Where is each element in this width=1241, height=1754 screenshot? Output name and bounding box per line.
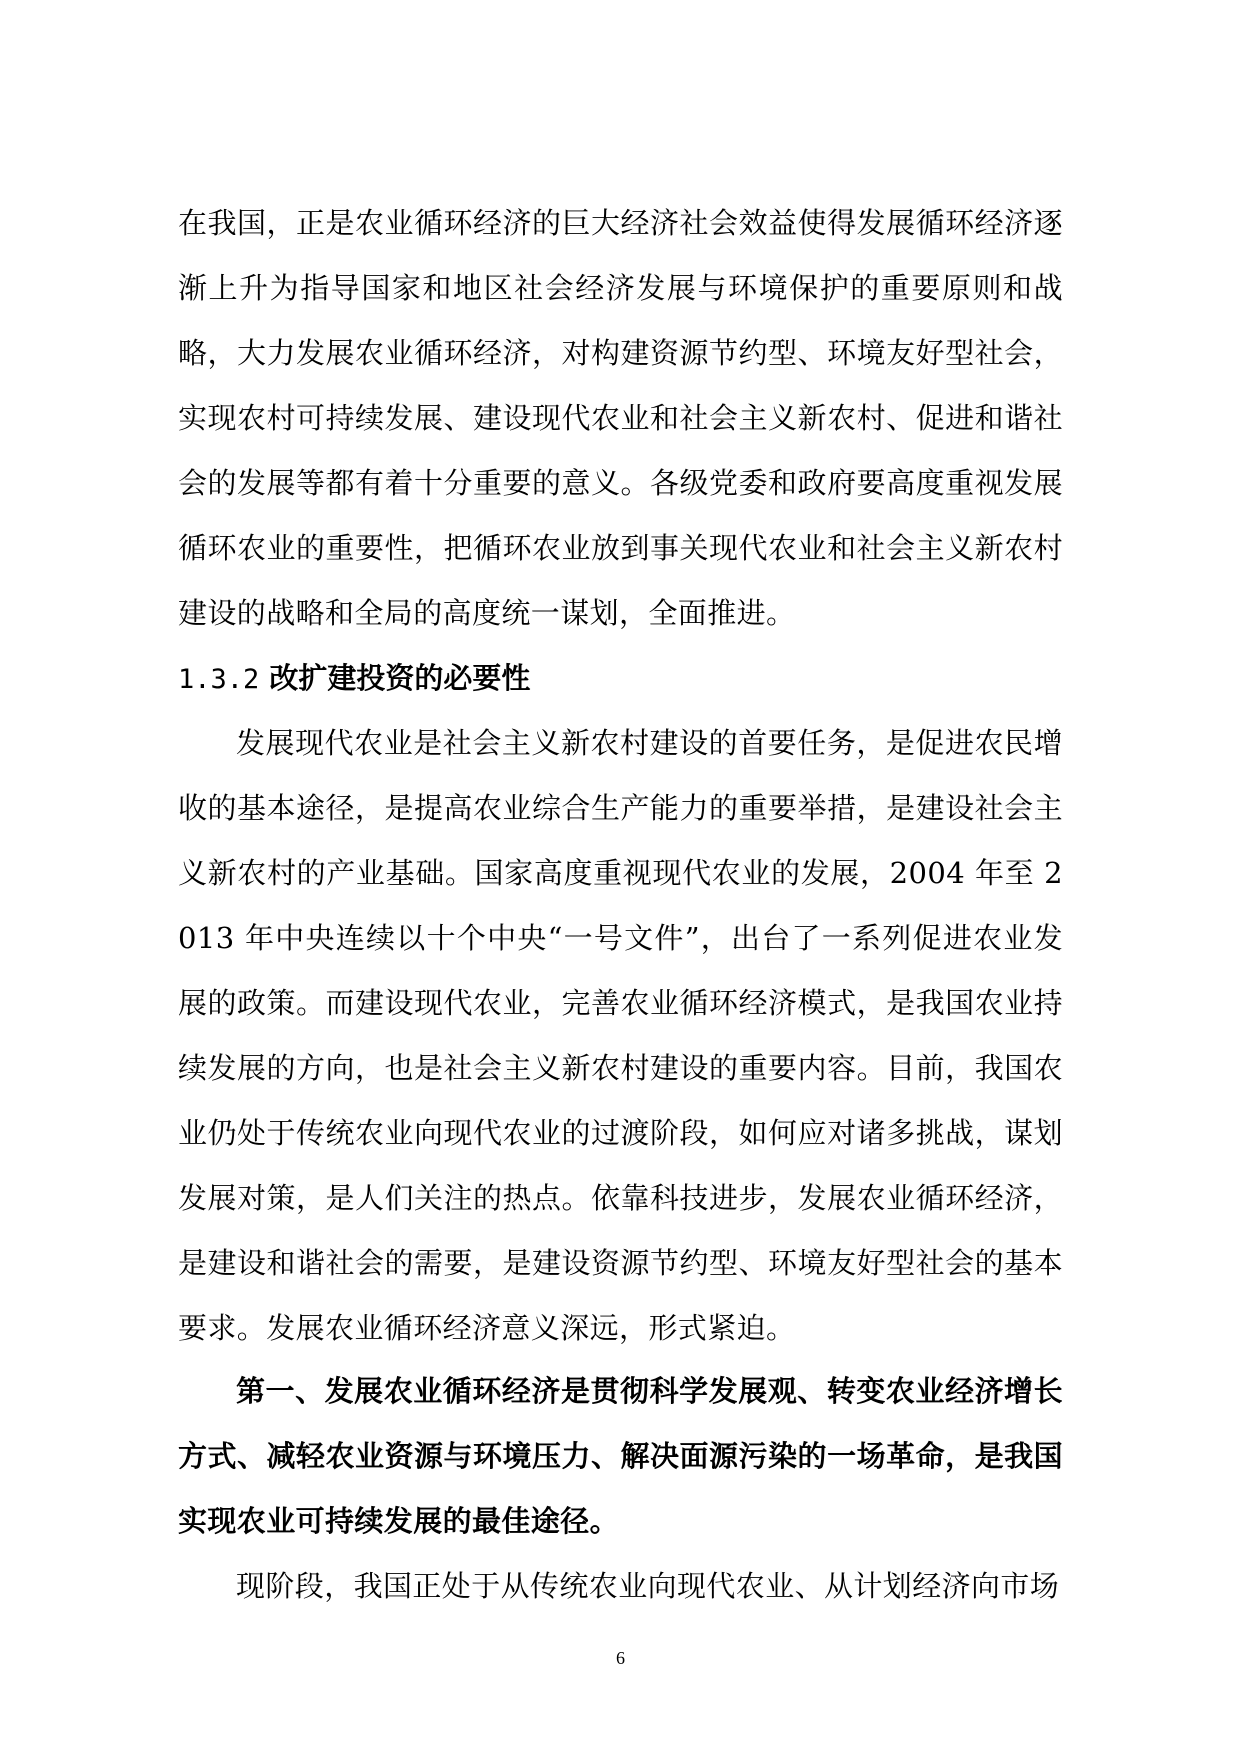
page-number: 6	[616, 1648, 625, 1668]
section-number: 1.3.2	[178, 664, 260, 695]
bold-paragraph-3: 第一、发展农业循环经济是贯彻科学发展观、转变农业经济增长方式、减轻农业资源与环境压力、解决面源污染的一场革命，是我国实现农业可持续发展的最佳途径。	[178, 1374, 1063, 1538]
body-paragraph-2: 发展现代农业是社会主义新农村建设的首要任务，是促进农民增收的基本途径，是提高农业综合生产能力的重要举措，是建设社会主义新农村的产业基础。国家高度重视现代农业的发展，2004 年至 2013 年中央连续以十个中央“一号文件”，出台了一系列促进农业发展的政策。而建设现代农业，完善农业循环经济模式，是我国农业持续发展的方向，也是社会主义新农村建设的重要内容。目前，我国农业仍处于传统农业向现代农业的过渡阶段，如何应对诸多挑战，谋划发展对策，是人们关注的热点。依靠科技进步，发展农业循环经济，是建设和谐社会的需要，是建设资源节约型、环境友好型社会的基本要求。发展农业循环经济意义深远，形式紧迫。	[178, 726, 1063, 1345]
section-heading	[178, 646, 1063, 712]
body-paragraph-4: 现阶段，我国正处于从传统农业向现代农业、从计划经济向市场	[236, 1569, 1060, 1603]
body-paragraph-1: 在我国，正是农业循环经济的巨大经济社会效益使得发展循环经济逐渐上升为指导国家和地区社会经济发展与环境保护的重要原则和战略，大力发展农业循环经济，对构建资源节约型、环境友好型社会，实现农村可持续发展、建设现代农业和社会主义新农村、促进和谐社会的发展等都有着十分重要的意义。各级党委和政府要高度重视发展循环农业的重要性，把循环农业放到事关现代农业和社会主义新农村建设的战略和全局的高度统一谋划，全面推进。	[178, 206, 1063, 630]
section-title: 改扩建投资的必要性	[269, 661, 531, 695]
